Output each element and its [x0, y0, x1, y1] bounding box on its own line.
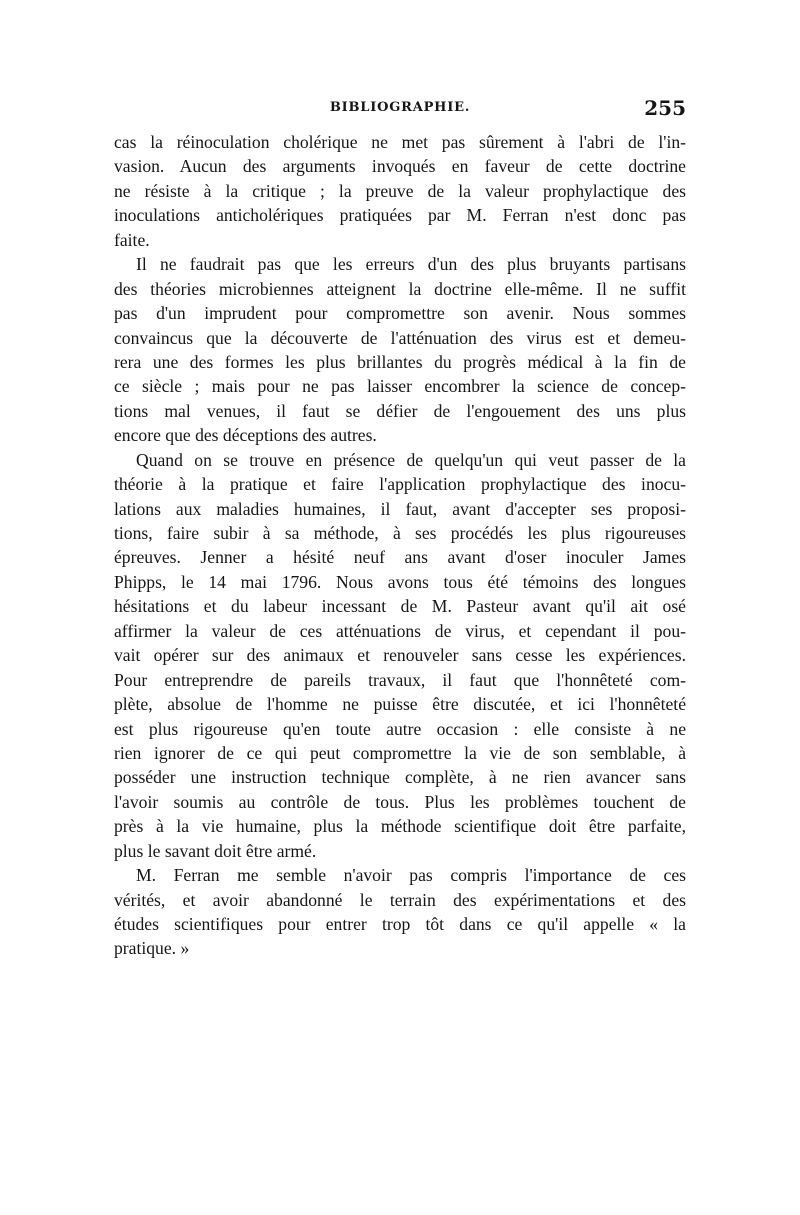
- text-line: cas la réinoculation cholérique ne met pas sûrement à l'abri de l'in-: [114, 132, 686, 152]
- paragraph-first-line: Il ne faudrait pas que les erreurs d'un des plus bruyants partisans: [136, 254, 686, 275]
- paragraph-first-line: M. Ferran me semble n'avoir pas compris l'importance de ces: [136, 865, 686, 886]
- text-line: tions, faire subir à sa méthode, à ses procédés les plus rigoureuses: [114, 523, 686, 543]
- text-line: près à la vie humaine, plus la méthode scientifique doit être parfaite,: [114, 816, 686, 837]
- text-line: des théories microbiennes atteignent la doctrine elle-même. Il ne suffit: [114, 278, 686, 299]
- text-line: tions mal venues, il faut se défier de l'engouement des uns plus: [114, 400, 686, 421]
- text-line: lations aux maladies humaines, il faut, avant d'accepter ses proposi-: [114, 498, 686, 519]
- text-line: pratique. »: [114, 938, 190, 959]
- text-line: pas d'un imprudent pour compromettre son avenir. Nous sommes: [114, 303, 686, 324]
- text-line: vérités, et avoir abandonné le terrain des expérimentations et des: [114, 889, 686, 910]
- text-line: est plus rigoureuse qu'en toute autre occasion : elle consiste à ne: [114, 718, 686, 739]
- text-line: affirmer la valeur de ces atténuations de virus, et cependant il pou-: [114, 620, 686, 641]
- text-line: études scientifiques pour entrer trop tôt dans ce qu'il appelle « la: [114, 914, 686, 934]
- text-line: hésitations et du labeur incessant de M. Pasteur avant qu'il ait osé: [114, 596, 686, 617]
- text-line: théorie à la pratique et faire l'application prophylactique des inocu-: [114, 474, 686, 495]
- page-number: 255: [644, 96, 686, 120]
- text-line: inoculations anticholériques pratiquées par M. Ferran n'est donc pas: [114, 205, 686, 226]
- text-line: convaincus que la découverte de l'atténuation des virus est et demeu-: [114, 327, 686, 348]
- text-line: Phipps, le 14 mai 1796. Nous avons tous été témoins des longues: [114, 571, 686, 592]
- text-line: ne résiste à la critique ; la preuve de la valeur prophylactique des: [114, 180, 686, 201]
- text-line: rera une des formes les plus brillantes du progrès médical à la fin de: [114, 351, 686, 372]
- text-line: plète, absolue de l'homme ne puisse être discutée, et ici l'honnêteté: [114, 694, 686, 715]
- running-title: BIBLIOGRAPHIE.: [329, 100, 471, 115]
- text-line: l'avoir soumis au contrôle de tous. Plus les problèmes touchent de: [114, 791, 686, 812]
- paragraph-first-line: Quand on se trouve en présence de quelqu'un qui veut passer de la: [136, 449, 686, 470]
- running-head: [114, 98, 686, 124]
- text-line: encore que des déceptions des autres.: [114, 425, 377, 446]
- text-line: vasion. Aucun des arguments invoqués en faveur de cette doctrine: [114, 156, 686, 177]
- text-line: ce siècle ; mais pour ne pas laisser encombrer la science de concep-: [114, 376, 686, 397]
- text-line: Pour entreprendre de pareils travaux, il faut que l'honnêteté com-: [114, 669, 686, 690]
- text-line: faite.: [114, 229, 150, 250]
- text-line: épreuves. Jenner a hésité neuf ans avant d'oser inoculer James: [114, 547, 686, 568]
- body-text: [114, 130, 686, 961]
- text-line: rien ignorer de ce qui peut compromettre la vie de son semblable, à: [114, 742, 686, 763]
- text-line: vait opérer sur des animaux et renouveler sans cesse les expériences.: [114, 645, 686, 666]
- text-line: posséder une instruction technique complète, à ne rien avancer sans: [114, 767, 686, 788]
- text-line: plus le savant doit être armé.: [114, 840, 317, 861]
